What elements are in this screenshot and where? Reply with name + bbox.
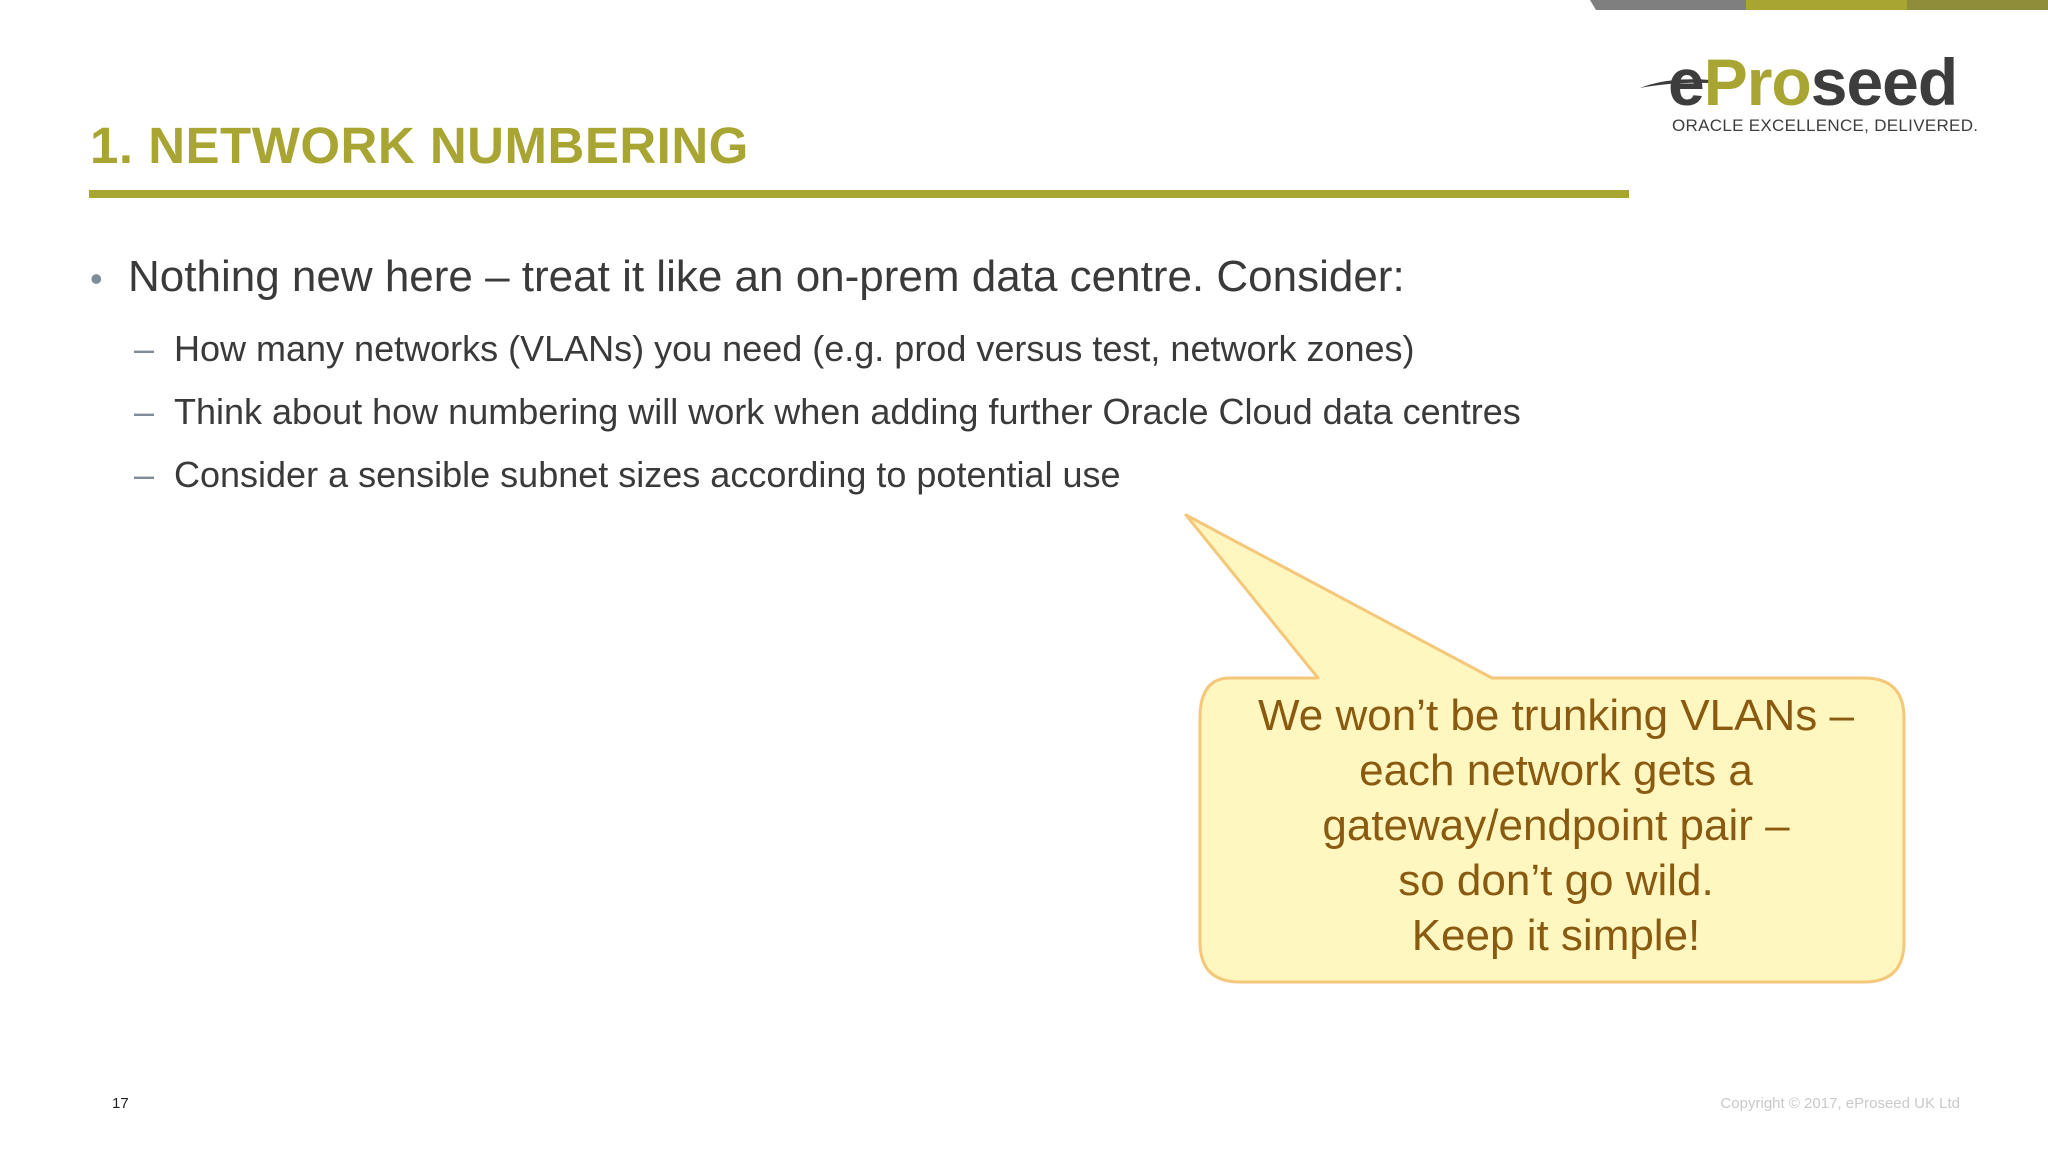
sub-bullet-text: Consider a sensible subnet sizes according to potential use [174, 454, 1121, 495]
callout-line: We won’t be trunking VLANs – [1258, 691, 1854, 740]
page-number: 17 [112, 1095, 129, 1112]
logo-wordmark: eProseed [1668, 45, 1958, 119]
logo-tagline: ORACLE EXCELLENCE, DELIVERED. [1672, 116, 1979, 135]
callout-line: so don’t go wild. [1398, 856, 1714, 905]
callout-text [1206, 688, 1906, 963]
callout-line: each network gets a [1359, 746, 1753, 795]
sub-bullet-text: Think about how numbering will work when adding further Oracle Cloud data centres [174, 391, 1521, 432]
copyright-notice: Copyright © 2017, eProseed UK Ltd [1720, 1095, 1960, 1112]
sub-bullet-text: How many networks (VLANs) you need (e.g. prod versus test, network zones) [174, 328, 1415, 369]
dash-icon: – [134, 454, 155, 495]
dash-icon: – [134, 391, 155, 432]
callout-line: Keep it simple! [1411, 911, 1701, 960]
main-bullet-text: Nothing new here – treat it like an on-prem data centre. Consider: [128, 252, 1405, 301]
slide-title: 1. NETWORK NUMBERING [90, 117, 749, 174]
callout-line: gateway/endpoint pair – [1322, 801, 1790, 850]
dash-icon: – [134, 328, 155, 369]
bullet-dot-icon: • [90, 258, 103, 299]
